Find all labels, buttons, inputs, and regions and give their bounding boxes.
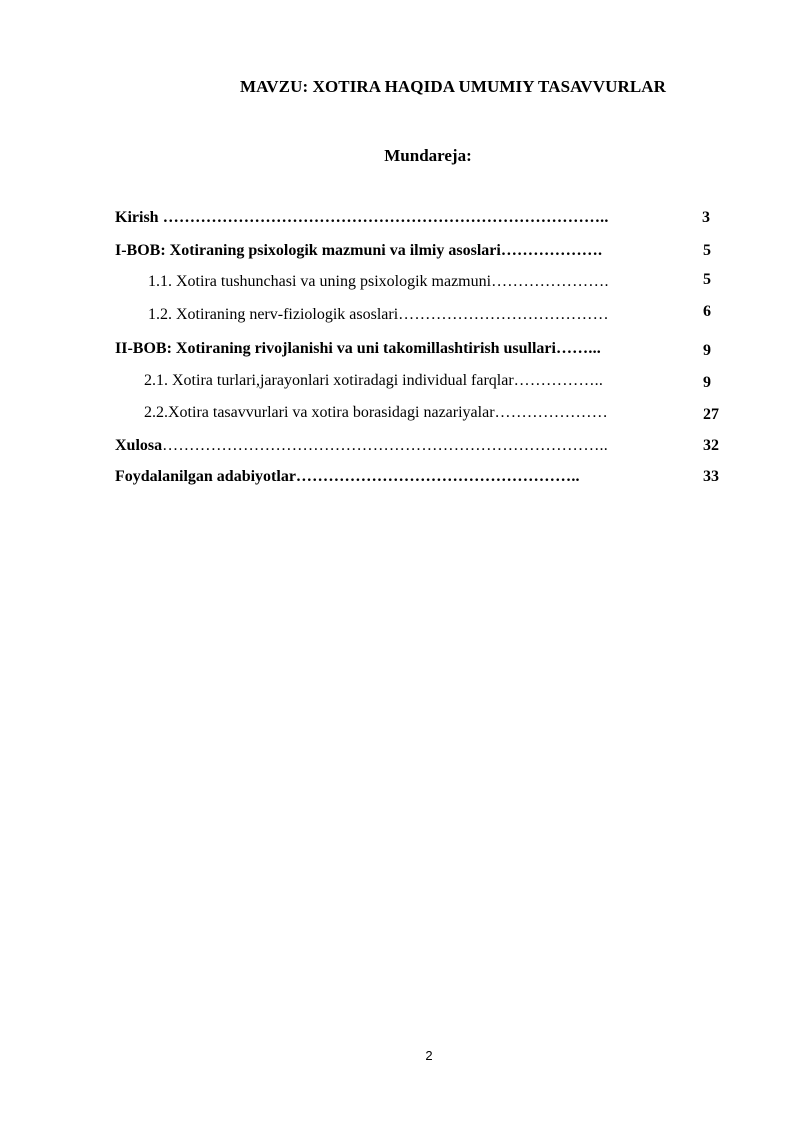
page-number: 2: [425, 1048, 433, 1063]
toc-entry-leader: ………………………………………………………………………..: [158, 209, 609, 226]
page-title: MAVZU: XOTIRA HAQIDA UMUMIY TASAVVURLAR: [239, 77, 667, 96]
toc-entry-leader: ……………….: [500, 242, 603, 259]
toc-entry-page: 5: [703, 242, 711, 259]
toc-entry-chapter-2[interactable]: [115, 340, 711, 362]
toc-entry-label: I-BOB: Xotiraning psixologik mazmuni va ilmiy asoslari: [115, 242, 501, 259]
toc-entry-label: Foydalanilgan adabiyotlar: [115, 468, 296, 485]
toc-entry-label: Kirish: [115, 209, 159, 226]
toc-entry-leader: ……………..: [513, 372, 604, 389]
toc-entry-chapter-1[interactable]: [115, 242, 711, 264]
toc-entry-section-1-2[interactable]: [148, 303, 711, 328]
toc-entry-page: 9: [703, 342, 711, 359]
toc-entry-page: 3: [702, 209, 710, 226]
toc-entry-label: 1.2. Xotiraning nerv-fiziologik asoslari: [148, 306, 399, 323]
toc-entry-leader: ………………………………………………………………………..: [162, 437, 608, 454]
toc-entry-label: 2.2.Xotira tasavvurlari va xotira borasidagi nazariyalar: [144, 404, 495, 421]
toc-entry-label: II-BOB: Xotiraning rivojlanishi va uni takomillashtirish usullari: [115, 340, 556, 357]
toc-entry-page: 27: [703, 406, 719, 423]
toc-entry-page: 33: [703, 468, 719, 485]
toc-entry-page: 32: [703, 437, 719, 454]
toc-entry-page: 6: [703, 303, 711, 320]
toc-entry-kirish[interactable]: [115, 209, 710, 231]
toc-entry-section-2-1[interactable]: [144, 372, 711, 394]
toc-entry-page: 5: [703, 271, 711, 288]
toc-entry-adabiyotlar[interactable]: [115, 468, 719, 490]
toc-entry-section-1-1[interactable]: [148, 271, 711, 295]
toc-entry-label: 1.1. Xotira tushunchasi va uning psixologik mazmuni: [148, 273, 492, 290]
toc-entry-label: Xulosa: [115, 437, 163, 454]
toc-entry-label: 2.1. Xotira turlari,jarayonlari xotiradagi individual farqlar: [144, 372, 514, 389]
toc-entry-leader: …………………: [494, 404, 608, 421]
toc-entry-leader: ……………………………………………..: [295, 468, 580, 485]
toc-heading: Mundareja:: [384, 146, 472, 165]
toc-entry-leader: ……...: [555, 340, 601, 357]
toc-entry-leader: ………………….: [491, 273, 609, 290]
toc-entry-xulosa[interactable]: [115, 437, 719, 459]
toc-entry-section-2-2[interactable]: [144, 404, 719, 426]
toc-entry-leader: …………………………………: [398, 306, 609, 323]
toc-entry-page: 9: [703, 374, 711, 391]
